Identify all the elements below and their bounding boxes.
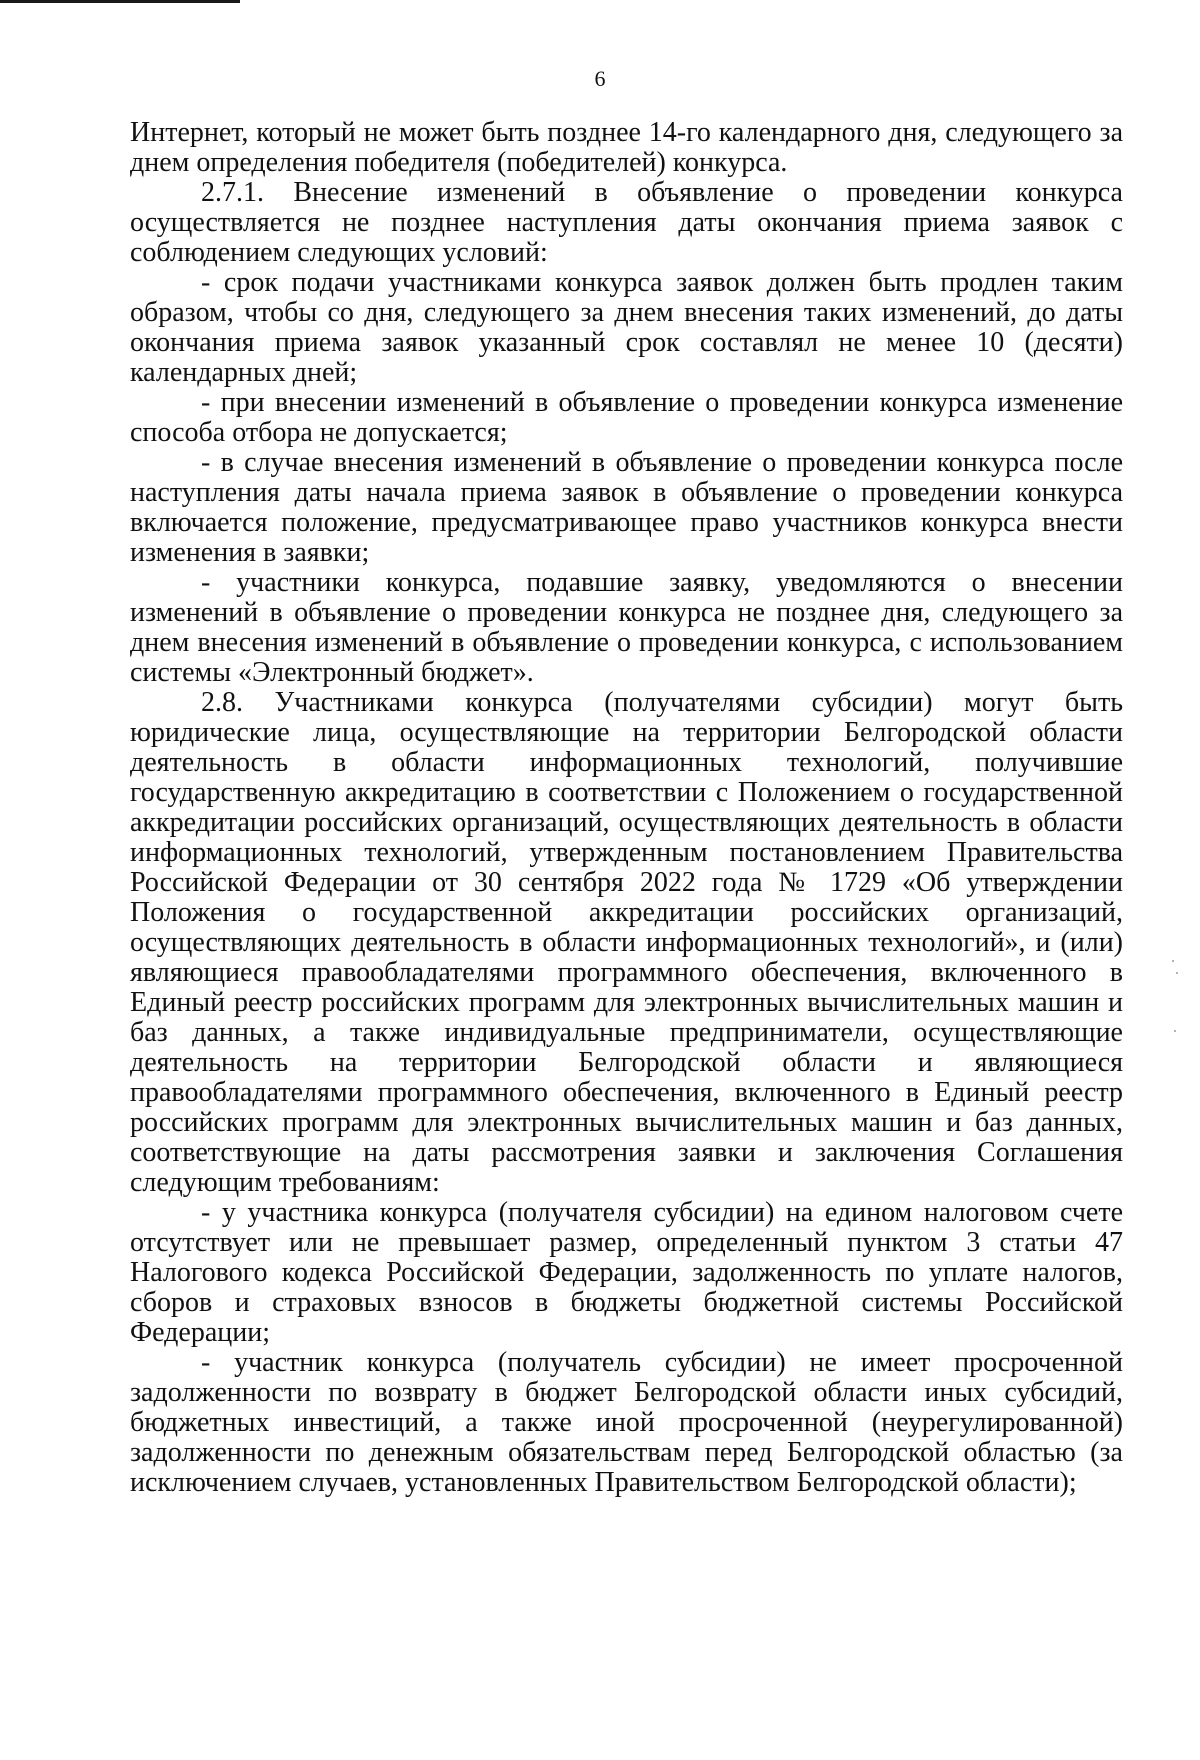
page-number: 6 bbox=[594, 66, 606, 91]
paragraph-requirement-tax-debt: - у участника конкурса (получателя субсидии) на едином налоговом счете отсутствует или не превышает размер, определенный пунктом 3 статьи 47 Налогового кодекса Российской Федерации, задолженность по уплате налогов, сборов и страховых взносов в бюджеты бюджетной системы Российской Федерации; bbox=[130, 1197, 1123, 1348]
paragraph-continuation: Интернет, который не может быть позднее 14-го календарного дня, следующего за днем определения победителя (победителей) конкурса. bbox=[130, 117, 1123, 178]
paragraph-condition-selection-method: - при внесении изменений в объявление о проведении конкурса изменение способа отбора не допускается; bbox=[130, 387, 1123, 448]
paragraph-2-8: 2.8. Участниками конкурса (получателями субсидии) могут быть юридические лица, осуществляющие на территории Белгородской области деятельность в области информационных технологий, получившие государственную аккредитацию в соответствии с Положением о государственной аккредитации российских организаций, осуществляющих деятельность в области информационных технологий, утвержденным постановлением Правительства Российской Федерации от 30 сентября 2022 года № 1729 «Об утверждении Положения о государственной аккредитации российских организаций, осуществляющих деятельность в области информационных технологий», и (или) являющиеся правообладателями программного обеспечения, включенного в Единый реестр российских программ для электронных вычислительных машин и баз данных, а также индивидуальные предприниматели, осуществляющие деятельность на территории Белгородской области и являющиеся правообладателями программного обеспечения, включенного в Единый реестр российских программ для электронных вычислительных машин и баз данных, соответствующие на даты рассмотрения заявки и заключения Соглашения следующим требованиям: bbox=[130, 687, 1123, 1198]
scan-speck bbox=[1174, 1030, 1176, 1032]
paragraph-condition-notification: - участники конкурса, подавшие заявку, уведомляются о внесении изменений в объявление о проведении конкурса не позднее дня, следующего за днем внесения изменений в объявление о проведении конкурса, с использованием системы «Электронный бюджет». bbox=[130, 567, 1123, 688]
paragraph-requirement-overdue-debt: - участник конкурса (получатель субсидии) не имеет просроченной задолженности по возврату в бюджет Белгородской области иных субсидий, бюджетных инвестиций, а также иной просроченной (неурегулированной) задолженности по денежным обязательствам перед Белгородской областью (за исключением случаев, установленных Правительством Белгородской области); bbox=[130, 1347, 1123, 1498]
paragraph-condition-amend-applications: - в случае внесения изменений в объявление о проведении конкурса после наступления даты начала приема заявок в объявление о проведении конкурса включается положение, предусматривающее право участников конкурса внести изменения в заявки; bbox=[130, 447, 1123, 568]
scan-edge-line bbox=[0, 0, 240, 3]
paragraph-condition-deadline: - срок подачи участниками конкурса заявок должен быть продлен таким образом, чтобы со дня, следующего за днем внесения таких изменений, до даты окончания приема заявок указанный срок составлял не менее 10 (десяти) календарных дней; bbox=[130, 267, 1123, 388]
scan-speck bbox=[1176, 972, 1178, 974]
document-body bbox=[130, 118, 1123, 1498]
paragraph-2-7-1: 2.7.1. Внесение изменений в объявление о проведении конкурса осуществляется не позднее наступления даты окончания приема заявок с соблюдением следующих условий: bbox=[130, 177, 1123, 268]
scan-speck bbox=[1172, 960, 1174, 962]
